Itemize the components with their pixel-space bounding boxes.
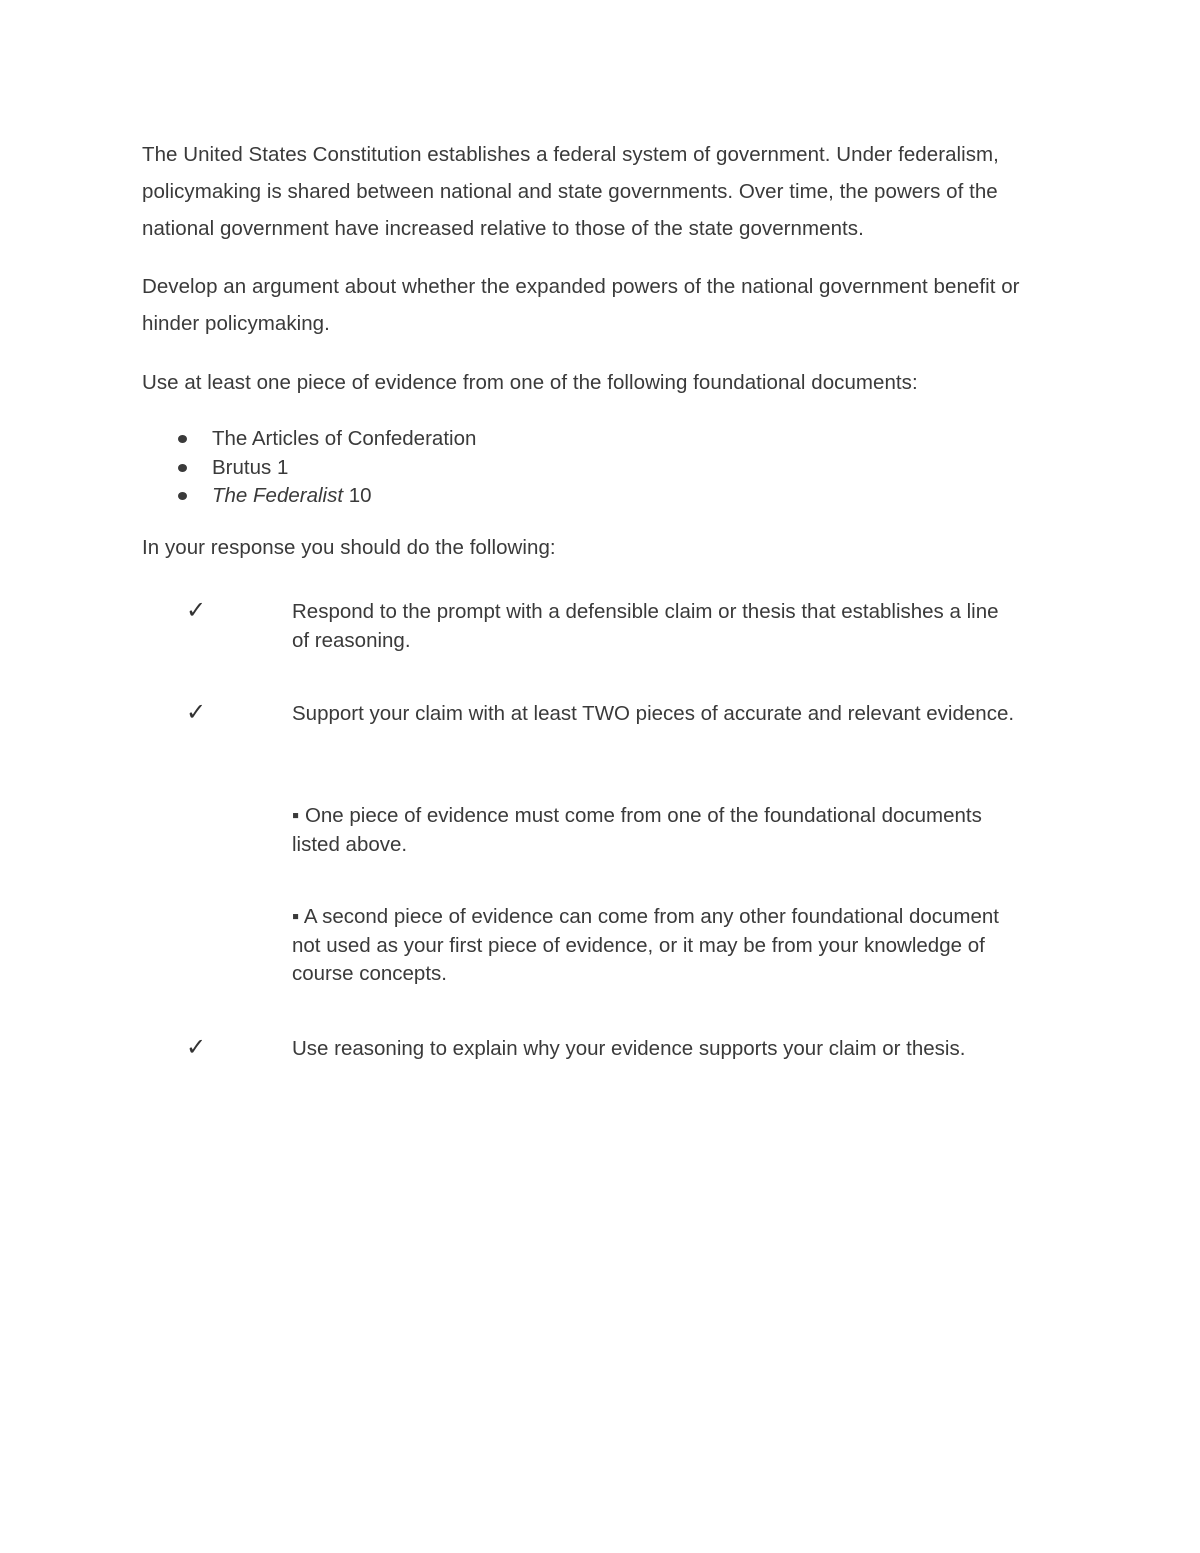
intro-paragraph: The United States Constitution establishes a federal system of government. Under federalism, policymaking is shared between national and state governments. Over time, the powers of the national government have increased relative to those of the state governments. — [142, 143, 999, 240]
document-title-italic: The Federalist — [212, 484, 344, 507]
checkmark-icon: ✓ — [186, 1033, 207, 1061]
checkmark-icon: ✓ — [186, 698, 207, 726]
requirement-subtext: ▪ One piece of evidence must come from one of the foundational documents listed above. — [292, 804, 982, 856]
checkmark-icon: ✓ — [186, 596, 207, 624]
requirement-text: Respond to the prompt with a defensible claim or thesis that establishes a line of reasoning. — [292, 600, 999, 652]
document-label — [212, 482, 372, 511]
requirement-text: Use reasoning to explain why your evidence supports your claim or thesis. — [292, 1037, 966, 1060]
bullet-icon — [178, 435, 187, 443]
prompt-paragraph: Develop an argument about whether the expanded powers of the national government benefit or hinder policymaking. — [142, 275, 1020, 335]
bullet-icon — [178, 464, 187, 472]
document-label: The Articles of Confederation — [212, 427, 477, 450]
requirement-subtext: ▪ A second piece of evidence can come from any other foundational document not used as your first piece of evidence, or it may be from your knowledge of course concepts. — [292, 905, 999, 985]
document-label: Brutus 1 — [212, 455, 289, 479]
evidence-instruction: Use at least one piece of evidence from one of the following foundational documents: — [142, 371, 918, 394]
document-number: 10 — [343, 484, 372, 507]
response-instruction: In your response you should do the following: — [142, 536, 556, 559]
requirement-text: Support your claim with at least TWO pieces of accurate and relevant evidence. — [292, 702, 1015, 725]
bullet-icon — [178, 492, 187, 500]
